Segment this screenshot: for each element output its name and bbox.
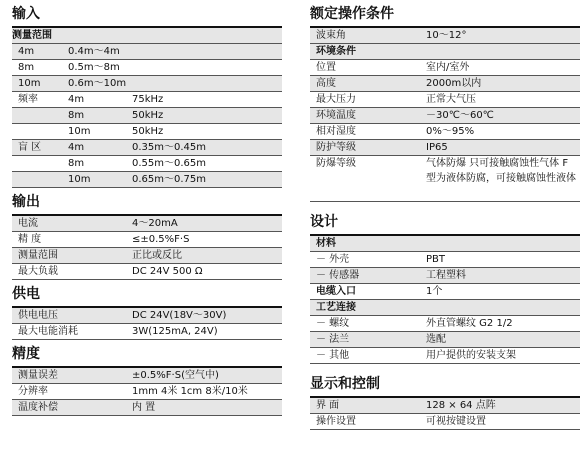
range-row: 4m 0.4m～4m xyxy=(12,44,282,60)
section-title-display: 显示和控制 xyxy=(310,376,380,392)
output-row: 测量范围 正比或反比 xyxy=(12,248,282,264)
freq-row: 8m 50kHz xyxy=(12,108,282,124)
left-column xyxy=(0,0,282,416)
right-column xyxy=(298,0,580,430)
env-row: 相对湿度 0%～95% xyxy=(310,124,580,140)
section-title-precision: 精度 xyxy=(12,346,40,362)
cable-row: 电缆入口 1个 xyxy=(310,284,580,300)
env-row: 位置 室内/室外 xyxy=(310,60,580,76)
power-row: 供电电压 DC 24V(18V～30V) xyxy=(12,308,282,324)
range-row: 8m 0.5m～8m xyxy=(12,60,282,76)
precision-row: 分辨率 1mm 4米 1cm 8米/10米 xyxy=(12,384,282,400)
beam-row: 波束角 10～12° xyxy=(310,28,580,44)
blind-row: 10m 0.65m～0.75m xyxy=(12,172,282,188)
process-row: － 其他 用户提供的安装支架 xyxy=(310,348,580,364)
env-row: 防护等级 IP65 xyxy=(310,140,580,156)
env-header: 环境条件 xyxy=(310,44,580,60)
section-title-input: 输入 xyxy=(12,6,40,22)
freq-row: 10m 50kHz xyxy=(12,124,282,140)
env-row: 最大压力 正常大气压 xyxy=(310,92,580,108)
blind-row: 8m 0.55m～0.65m xyxy=(12,156,282,172)
section-title-rated: 额定操作条件 xyxy=(310,6,394,22)
display-row: 操作设置 可视按键设置 xyxy=(310,414,580,430)
material-header: 材料 xyxy=(310,236,580,252)
env-row: 高度 2000m以内 xyxy=(310,76,580,92)
range-row: 10m 0.6m～10m xyxy=(12,76,282,92)
power-row: 最大电能消耗 3W(125mA, 24V) xyxy=(12,324,282,340)
section-title-design: 设计 xyxy=(310,214,338,230)
process-row: － 法兰 选配 xyxy=(310,332,580,348)
output-row: 精 度 ≤±0.5%F·S xyxy=(12,232,282,248)
material-row: － 外壳 PBT xyxy=(310,252,580,268)
display-row: 界 面 128 × 64 点阵 xyxy=(310,398,580,414)
freq-row: 频率 4m 75kHz xyxy=(12,92,282,108)
range-header: 测量范围 xyxy=(12,28,282,44)
precision-row: 测量误差 ±0.5%F·S(空气中) xyxy=(12,368,282,384)
process-row: － 螺纹 外直管螺纹 G2 1/2 xyxy=(310,316,580,332)
output-row: 电流 4～20mA xyxy=(12,216,282,232)
process-header: 工艺连接 xyxy=(310,300,580,316)
section-title-power: 供电 xyxy=(12,286,40,302)
blind-row: 盲 区 4m 0.35m～0.45m xyxy=(12,140,282,156)
explosion-row: 防爆等级 气体防爆 只可接触腐蚀性气体 F型为液体防腐，可接触腐蚀性液体 xyxy=(310,156,580,202)
material-row: － 传感器 工程塑料 xyxy=(310,268,580,284)
section-title-output: 输出 xyxy=(12,194,40,210)
precision-row: 温度补偿 内 置 xyxy=(12,400,282,416)
env-row: 环境温度 －30℃～60℃ xyxy=(310,108,580,124)
output-row: 最大负载 DC 24V 500 Ω xyxy=(12,264,282,280)
